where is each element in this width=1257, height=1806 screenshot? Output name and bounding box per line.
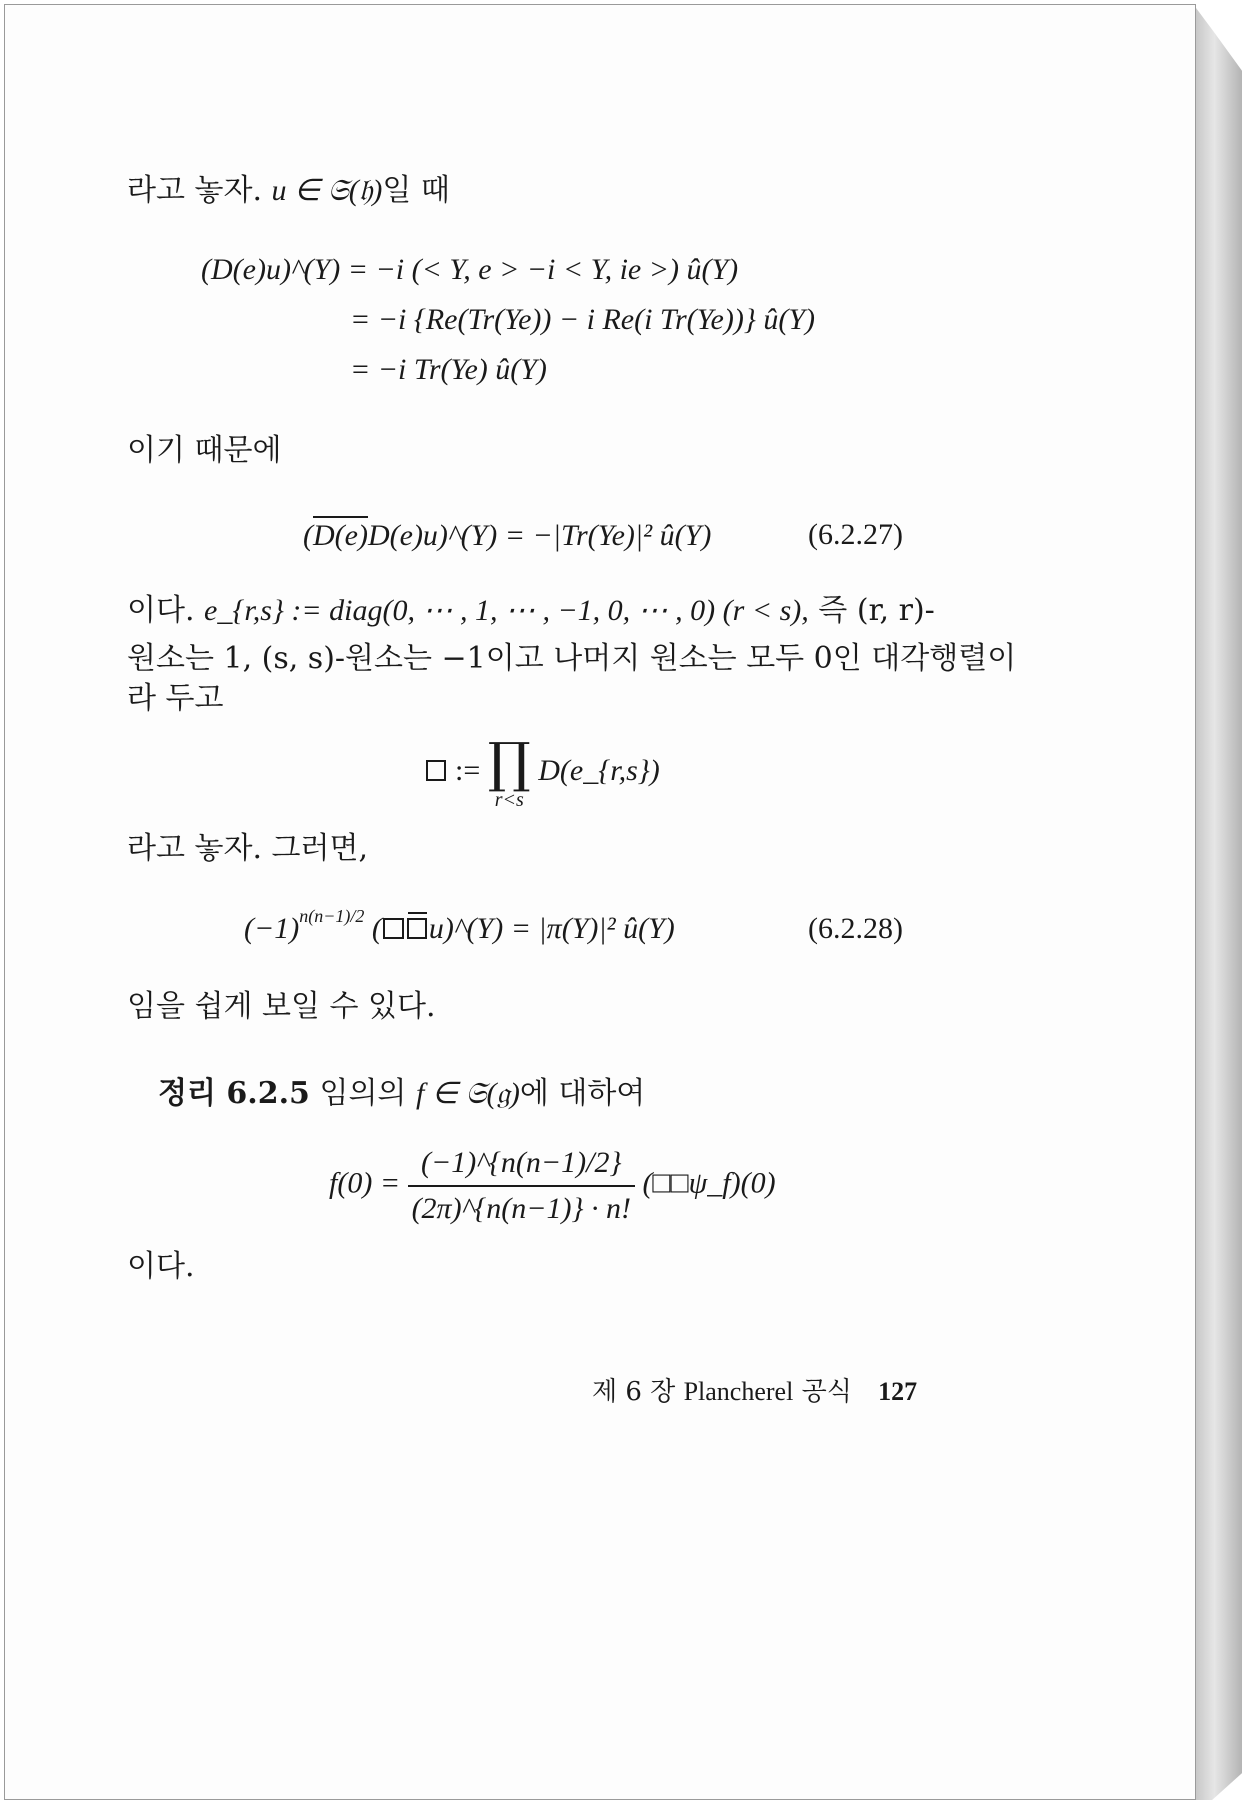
equation-row-3: = −i Tr(Ye) û(Y) — [350, 353, 547, 386]
equation-6-2-28: $(-1)^{n(n-1)/2}$ ( u)^(Y) = |π(Y)|² û(Y) — [244, 910, 675, 948]
equation-6-2-27: (D(e)D(e)u)^(Y) = −|Tr(Ye)|² û(Y) — [303, 516, 711, 555]
footer-title-en: Plancherel — [683, 1377, 794, 1406]
text-line-4: 임을 쉽게 보일 수 있다. — [127, 989, 436, 1024]
footer-chapter: 제 6 장 — [592, 1377, 676, 1407]
equation-box-def: := ∏ r<s D(e_{r,s}) — [424, 736, 660, 810]
product-symbol: ∏ r<s — [487, 731, 531, 811]
equation-number-6-2-27: (6.2.27) — [808, 518, 903, 551]
theorem-heading: 정리 6.2.5 임의의 f ∈ 𝔖(𝔤)에 대하여 — [158, 1076, 646, 1111]
box-operator-symbol — [426, 760, 447, 781]
text-line-1: 라고 놓자. u ∈ 𝔖(𝔥)일 때 — [127, 173, 450, 208]
paragraph-line-3: 라 두고 — [127, 681, 224, 716]
text-line-2: 이기 때문에 — [127, 433, 282, 468]
equation-row-2: = −i {Re(Tr(Ye)) − i Re(i Tr(Ye))} û(Y) — [350, 303, 815, 336]
footer-title-ko: 공식 — [801, 1377, 852, 1407]
equation-number-6-2-28: (6.2.28) — [808, 912, 903, 945]
equation-theorem: f(0) = $\frac{(-1)\^{}\{n(n-1)/2\}}{(2\pi)\^{}\{n(n-1)\} \cdot n!}$ (□□ψ_f)(0) — [329, 1144, 776, 1227]
theorem-label: 정리 6.2.5 — [158, 1076, 310, 1111]
equation-row-1: (D(e)u)^(Y) = −i (< Y, e > −i < Y, ie >) û(Y) — [201, 253, 739, 286]
fraction: $\frac{(-1)\^{}\{n(n-1)/2\}}{(2\pi)\^{}\{n(n-1)\} \cdot n!}$ — [408, 1144, 635, 1227]
paragraph-line-2: 원소는 1, (s, s)-원소는 −1이고 나머지 원소는 모두 0인 대각행렬이 — [127, 641, 1017, 676]
text-line-3: 라고 놓자. 그러면, — [127, 831, 369, 866]
page-edge — [1196, 8, 1242, 1800]
math-inline: u ∈ 𝔖(𝔥) — [271, 174, 383, 207]
page-number: 127 — [878, 1377, 918, 1406]
overline-D-e: D(e) — [313, 516, 368, 552]
text-line-5: 이다. — [127, 1249, 195, 1284]
page-footer — [592, 1376, 917, 1409]
paragraph-line-1: 이다. e_{r,s} := diag(0, ⋯ , 1, ⋯ , −1, 0, ⋯ , 0) (r < s), 즉 (r, r)- — [127, 593, 935, 628]
